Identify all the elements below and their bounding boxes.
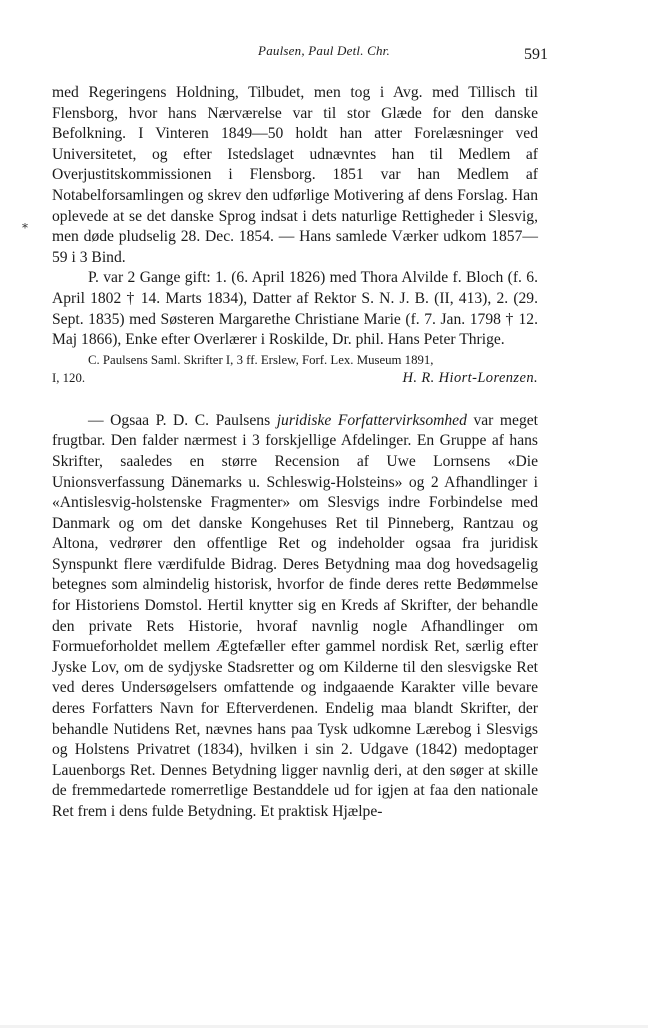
references-line-2: I, 120.	[52, 370, 86, 385]
margin-mark: ⁎	[22, 217, 28, 231]
references-signature-line	[52, 369, 538, 387]
running-header: Paulsen, Paul Detl. Chr.	[258, 43, 390, 58]
lead-in: — Ogsaa P. D. C. Paulsens	[88, 411, 277, 429]
page-number: 591	[524, 46, 548, 63]
emphasis-title: juridiske Forfattervirksomhed	[276, 411, 467, 429]
main-text	[52, 83, 538, 823]
paragraph-continuation: med Regeringens Holdning, Tilbudet, men tog i Avg. med Tillisch til Flensborg, hvor hans Nærværelse var til stor Glæde for den danske Befolkning. I Vinteren 1849—50 holdt han atter Forelæsninger ved Universitetet, og efter Istedslaget udnævntes han til Medlem af Overjustitskommissionen i Flensborg. 1851 var han Medlem af Notabelforsamlingen og skrev den udførlige Motivering af dens Forslag. Han oplevede at se det danske Sprog indsat i dets naturlige Rettigheder i Slesvig, men døde pludselig 28. Dec. 1854. — Hans samlede Værker udkom 1857—59 i 3 Bind.	[52, 84, 538, 266]
paragraph-body: var meget frugtbar. Den falder nærmest i 3 forskjellige Afdelinger. En Gruppe af hans Skrifter, saaledes en større Recension af Uwe Lornsens «Die Unionsverfassung Dänemarks u. Schleswig-Holsteins» og 2 Afhandlinger i «Antislesvig-holstenske Fragmenter» om Slesvigs indre Forbindelse med Danmark og om det danske Kongehuses Ret til Pinneberg, Rantzau og Altona, vedrører den offentlige Ret og indeholder ogsaa fra juridisk Synspunkt flere værdifulde Bidrag. Deres Betydning maa dog hovedsagelig betegnes som almindelig historisk, hvorfor de finde deres rette Bedømmelse for Historiens Domstol. Hertil knytter sig en Kreds af Skrifter, der behandle den private Rets Historie, hvoraf navnlig nogle Afhandlinger om Formueforholdet mellem Ægtefæller efter gammel nordisk Ret, særlig efter Jyske Lov, om de sydjyske Stadsretter og om Kilderne til den slesvigske Ret ved deres Undersøgelsers omfattende og indgaaende Karakter ville bevare deres Forfatters Navn for Efterverdenen. Endelig maa blandt Skrifter, der behandle Nutidens Ret, nævnes hans paa Tysk udkomne Lærebog i Slesvigs og Holstens Privatret (1834), hvilken i sin 2. Udgave (1842) medoptager Lauenborgs Ret. Dennes Betydning ligger navnlig deri, at den søger at skille de fremmedartede romerretlige Bestanddele ud for igjen at faa den nationale Ret frem i dens fulde Betydning. Et praktisk Hjælpe-	[52, 411, 539, 820]
paragraph-marriages: P. var 2 Gange gift: 1. (6. April 1826) med Thora Alvilde f. Bloch (f. 6. April 1802 † 14. Marts 1834), Datter af Rektor S. N. J. B. (II, 413), 2. (29. Sept. 1835) med Søsteren Margarethe Christiane Marie (f. 7. Jan. 1798 † 12. Maj 1866), Enke efter Overlærer i Roskilde, Dr. phil. Hans Peter Thrige.	[52, 269, 538, 349]
references-line: C. Paulsens Saml. Skrifter I, 3 ff. Erslew, Forf. Lex. Museum 1891,	[88, 352, 434, 367]
author-signature: H. R. Hiort-Lorenzen.	[402, 369, 538, 386]
section-gap	[52, 387, 538, 411]
paragraph-legal-works	[52, 411, 538, 823]
